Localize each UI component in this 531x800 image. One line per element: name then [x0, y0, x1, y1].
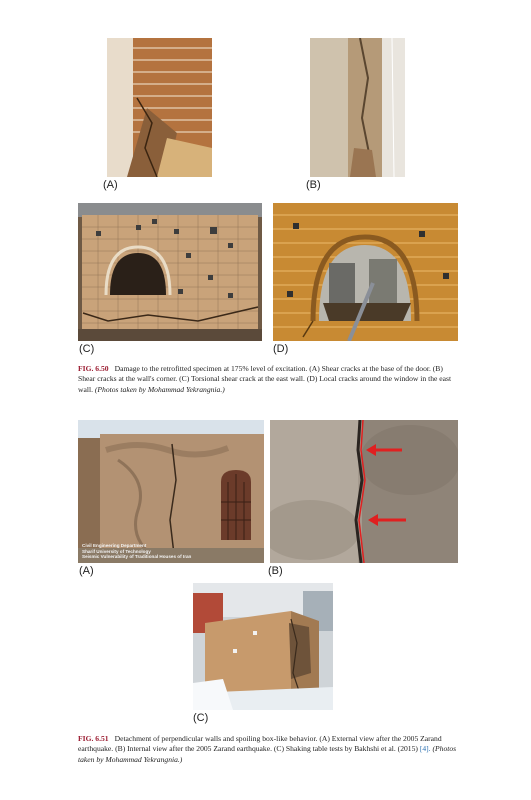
photo-6-50-a: [107, 38, 212, 177]
photo-6-50-b: [310, 38, 405, 177]
photo-credit-6-51: (Photos taken by Mohammad Yekrangnia.): [78, 744, 457, 764]
label-6-51-b: (B): [268, 565, 283, 577]
window-cracks-image: [273, 203, 458, 341]
caption-6-51: [78, 734, 462, 765]
label-6-50-c: (C): [79, 343, 95, 355]
retrofitted-specimen-image: [78, 203, 262, 341]
citation-link[interactable]: [4].: [419, 744, 431, 754]
photo-6-50-c: [78, 203, 262, 341]
photo-credit-6-50: (Photos taken by Mohammad Yekrangnia.): [94, 384, 225, 394]
brick-wall-door-image: [107, 38, 212, 177]
label-6-51-c: (C): [193, 712, 209, 724]
label-6-50-b: (B): [306, 179, 321, 191]
internal-wall-crack-image: [270, 420, 458, 563]
shaking-table-test-image: [193, 583, 333, 710]
caption-text-6-51: Detachment of perpendicular walls and spoiling box-like behavior. (A) External view after the 2005 Zarand earthquake. (B) Internal view after the 2005 Zarand earthquake. (C) Shaking table tests by Bakhshi et al. (2015): [78, 734, 442, 754]
caption-6-50: [78, 364, 462, 395]
watermark-text: Civil Engineering Department Sharif University of Technology Seismic Vulnerability of Traditional Houses of Iran: [82, 543, 192, 560]
photo-6-51-b: [270, 420, 458, 563]
photo-6-51-a: [78, 420, 264, 563]
wall-corner-image: [310, 38, 405, 177]
label-6-51-a: (A): [79, 565, 94, 577]
photo-6-50-d: [273, 203, 458, 341]
photo-6-51-c: [193, 583, 333, 710]
adobe-house-exterior-image: [78, 420, 264, 563]
figure-label-6-51: FIG. 6.51: [78, 734, 109, 743]
caption-text-6-50: Damage to the retrofitted specimen at 175% level of excitation. (A) Shear cracks at the base of the door. (B) Shear cracks at the wall's corner. (C) Torsional shear crack at the east wall. (D) Local cracks around the window in the east wall.: [78, 364, 452, 394]
label-6-50-d: (D): [273, 343, 289, 355]
figure-label-6-50: FIG. 6.50: [78, 364, 109, 373]
label-6-50-a: (A): [103, 179, 118, 191]
